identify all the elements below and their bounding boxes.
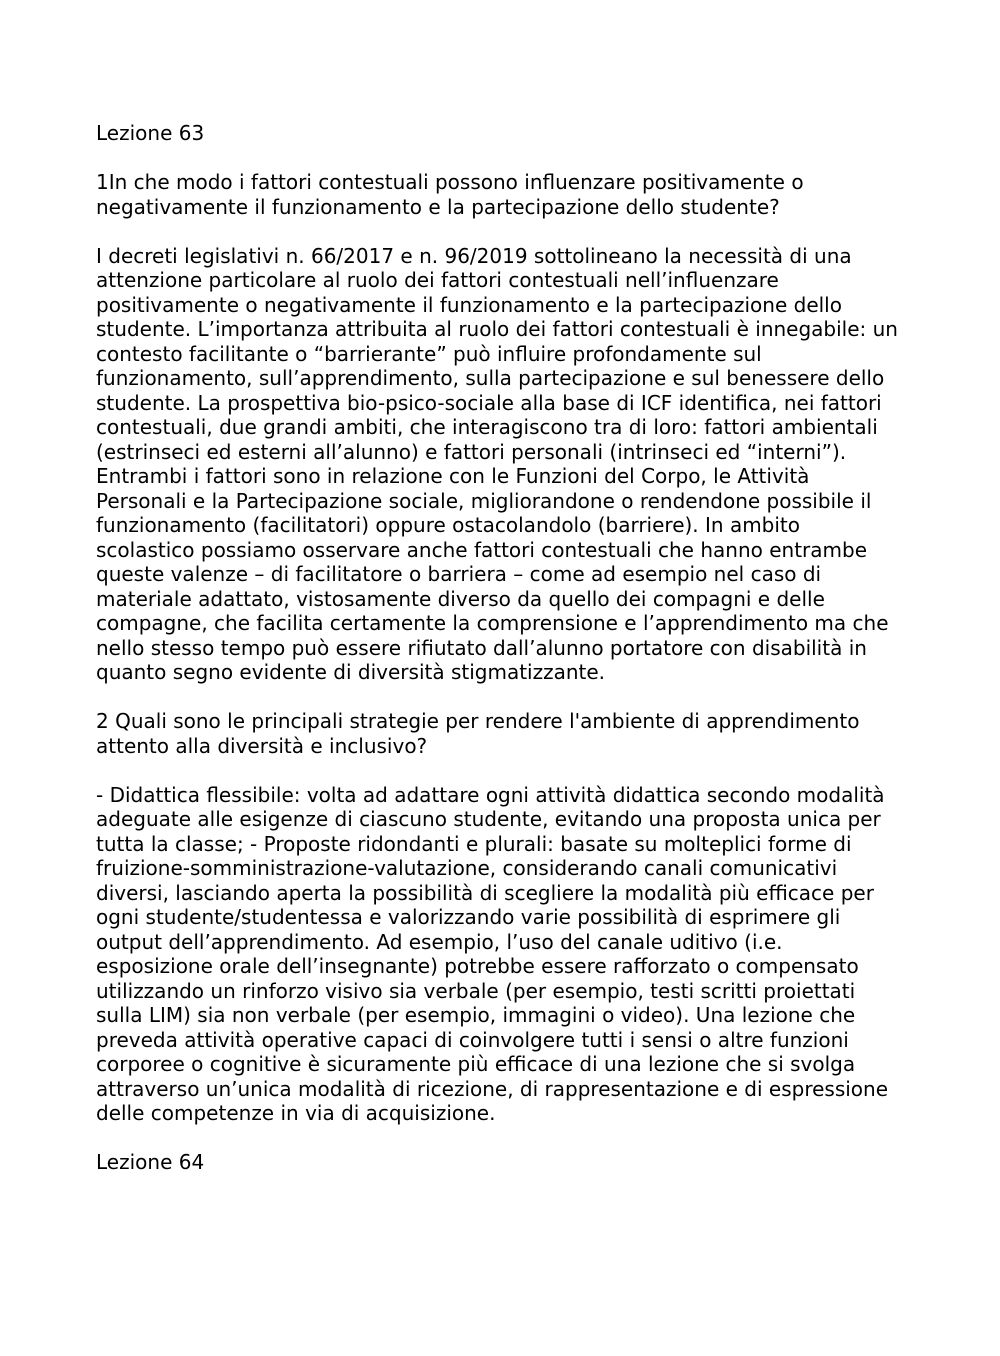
answer-line: quanto segno evidente di diversità stigmatizzante.	[96, 660, 606, 684]
answer-line: attenzione particolare al ruolo dei fattori contestuali nell’influenzare	[96, 268, 779, 292]
answer-line: preveda attività operative capaci di coinvolgere tutti i sensi o altre funzioni	[96, 1027, 849, 1052]
question-1	[96, 170, 976, 219]
answer-line: diversi, lasciando aperta la possibilità di scegliere la modalità più efficace per	[96, 880, 874, 905]
question-line: negativamente il funzionamento e la partecipazione dello studente?	[96, 194, 780, 219]
answer-line: ogni studente/studentessa e valorizzando varie possibilità di esprimere gli	[96, 905, 841, 929]
answer-line: Personali e la Partecipazione sociale, migliorandone o rendendone possibile il	[96, 488, 872, 513]
answer-line: nello stesso tempo può essere rifiutato dall’alunno portatore con disabilità in	[96, 635, 867, 660]
lesson-heading	[96, 121, 976, 146]
answer-1	[96, 244, 976, 685]
question-line: 2 Quali sono le principali strategie per rendere l'ambiente di apprendimento	[96, 709, 860, 733]
question-line: 1In che modo i fattori contestuali possono influenzare positivamente o	[96, 170, 804, 194]
answer-line: queste valenze – di facilitatore o barriera – come ad esempio nel caso di	[96, 562, 822, 586]
answer-line: sulla LIM) sia non verbale (per esempio, immagini o video). Una lezione che	[96, 1003, 856, 1027]
answer-line: materiale adattato, vistosamente diverso da quello dei compagni e delle	[96, 586, 825, 611]
answer-line: contesto facilitante o “barrierante” può influire profondamente sul	[96, 341, 762, 366]
answer-line: scolastico possiamo osservare anche fattori contestuali che hanno entrambe	[96, 537, 868, 562]
document-body	[96, 121, 976, 1199]
answer-line: studente. L’importanza attribuita al ruolo dei fattori contestuali è innegabile: un	[96, 317, 898, 341]
answer-line: funzionamento, sull’apprendimento, sulla partecipazione e sul benessere dello	[96, 366, 885, 390]
answer-line: positivamente o negativamente il funzionamento e la partecipazione dello	[96, 292, 842, 317]
answer-line: Entrambi i fattori sono in relazione con le Funzioni del Corpo, le Attività	[96, 464, 810, 488]
answer-line: output dell’apprendimento. Ad esempio, l’uso del canale uditivo (i.e.	[96, 929, 783, 954]
answer-line: - Didattica flessibile: volta ad adattare ogni attività didattica secondo modalità	[96, 782, 885, 807]
answer-line: adeguate alle esigenze di ciascuno studente, evitando una proposta unica per	[96, 807, 881, 831]
answer-line: funzionamento (facilitatori) oppure ostacolandolo (barriere). In ambito	[96, 513, 801, 537]
question-line: attento alla diversità e inclusivo?	[96, 733, 428, 758]
answer-line: (estrinseci ed esterni all’alunno) e fattori personali (intrinseci ed “interni”).	[96, 439, 847, 464]
answer-line: tutta la classe; - Proposte ridondanti e plurali: basate su molteplici forme di	[96, 831, 852, 856]
answer-line: compagne, che facilita certamente la comprensione e l’apprendimento ma che	[96, 611, 889, 635]
answer-line: fruizione-somministrazione-valutazione, considerando canali comunicativi	[96, 856, 838, 880]
answer-2	[96, 783, 976, 1126]
answer-line: esposizione orale dell’insegnante) potrebbe essere rafforzato o compensato	[96, 954, 859, 978]
answer-line: contestuali, due grandi ambiti, che interagiscono tra di loro: fattori ambientali	[96, 415, 878, 439]
answer-line: I decreti legislativi n. 66/2017 e n. 96/2019 sottolineano la necessità di una	[96, 243, 852, 268]
lesson-heading-text: Lezione 64	[96, 1150, 205, 1174]
answer-line: utilizzando un rinforzo visivo sia verbale (per esempio, testi scritti proiettati	[96, 978, 856, 1003]
lesson-heading	[96, 1150, 976, 1175]
answer-line: attraverso un’unica modalità di ricezione, di rappresentazione e di espressione	[96, 1076, 889, 1101]
question-2	[96, 709, 976, 758]
answer-line: delle competenze in via di acquisizione.	[96, 1101, 496, 1125]
lesson-heading-text: Lezione 63	[96, 121, 205, 145]
answer-line: studente. La prospettiva bio-psico-sociale alla base di ICF identifica, nei fattori	[96, 390, 882, 415]
answer-line: corporee o cognitive è sicuramente più efficace di una lezione che si svolga	[96, 1052, 856, 1076]
